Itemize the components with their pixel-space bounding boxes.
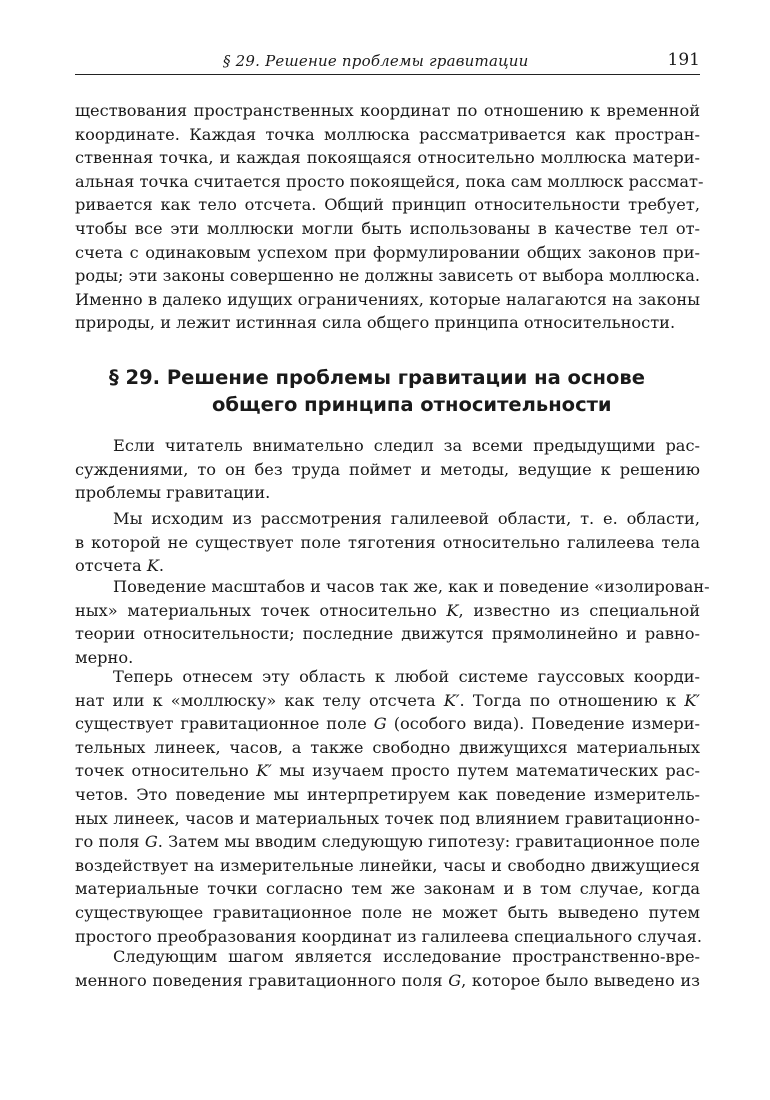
text-line: природы, и лежит истинная сила общего принципа относительности.: [75, 313, 676, 333]
text-line: материальные точки согласно тем же законам и в том случае, когда: [75, 879, 700, 899]
text-fragment: (особого вида). Поведение измери-: [386, 714, 700, 734]
text-line: [75, 599, 700, 623]
text-line: проблемы гравитации.: [75, 483, 271, 503]
text-line: роды; эти законы совершенно не должны зависеть от выбора моллюска.: [75, 266, 700, 286]
text-line: [75, 712, 700, 736]
text-line: [75, 759, 700, 783]
text-fragment: , которое было выведено из: [461, 970, 700, 990]
text-line: суждениями, то он без труда поймет и методы, ведущие к решению: [75, 459, 700, 479]
text-line: тельных линеек, часов, а также свободно движущихся материальных: [75, 737, 700, 757]
text-line: ственная точка, и каждая покоящаяся относительно моллюска матери-: [75, 148, 700, 168]
symbol-g: G: [448, 970, 462, 990]
symbol-k-prime: K′: [443, 690, 460, 710]
text-fragment: точек относительно: [75, 761, 249, 781]
text-fragment: менного поведения гравитационного поля: [75, 970, 443, 990]
page-number: 191: [667, 50, 700, 70]
symbol-g: G: [144, 832, 158, 852]
text-line: четов. Это поведение мы интерпретируем как поведение измеритель-: [75, 784, 700, 804]
symbol-k: K: [446, 600, 459, 620]
symbol-k-prime: K′: [256, 761, 272, 781]
symbol-k: K: [146, 556, 159, 576]
text-line: ных линеек, часов и материальных точек под влиянием гравитационно-: [75, 808, 700, 828]
text-fragment: нат или к «моллюску» как телу отсчета: [75, 690, 436, 710]
text-line: Именно в далеко идущих ограничениях, которые налагаются на законы: [75, 289, 700, 309]
text-fragment: существует гравитационное поле: [75, 714, 367, 734]
section-heading-line1: § 29. Решение проблемы гравитации на основе: [109, 366, 645, 389]
text-line: счета с одинаковым успехом при формулировании общих законов при-: [75, 242, 700, 262]
text-line: [75, 689, 700, 713]
text-line: простого преобразования координат из галилеева специального случая.: [75, 926, 703, 946]
text-line: Мы исходим из рассмотрения галилеевой области, т. е. области,: [113, 509, 700, 528]
paragraph-4: [75, 665, 703, 948]
text-fragment: . Затем мы вводим следующую гипотезу: гравитационное поле: [157, 832, 700, 852]
text-line: Поведение масштабов и часов так же, как и поведение «изолирован-: [113, 577, 710, 596]
text-line: мерно.: [75, 647, 134, 667]
text-line: чтобы все эти моллюски могли быть использованы в качестве тел от-: [75, 218, 700, 238]
text-line: координате. Каждая точка моллюска рассматривается как простран-: [75, 124, 700, 144]
paragraph-2: [75, 507, 700, 578]
symbol-k-prime: K′: [684, 690, 700, 710]
symbol-g: G: [373, 714, 387, 734]
text-fragment: , известно из специальной: [458, 600, 700, 620]
text-line: альная точка считается просто покоящейся, пока сам моллюск рассмат-: [75, 171, 704, 191]
text-line: в которой не существует поле тяготения относительно галилеева тела: [75, 532, 700, 552]
text-fragment: . Тогда по отношению к: [459, 690, 677, 710]
text-fragment: го поля: [75, 832, 140, 852]
text-line: [75, 969, 700, 993]
text-line: [75, 830, 700, 854]
paragraph-1: [75, 434, 700, 505]
text-fragment: отсчета: [75, 556, 142, 576]
text-line: воздействует на измерительные линейки, часы и свободно движущиеся: [75, 855, 700, 875]
intro-paragraph: [75, 99, 704, 335]
running-head-title: § 29. Решение проблемы гравитации: [223, 52, 529, 70]
running-head: [75, 50, 700, 75]
text-line: Следующим шагом является исследование пространственно-вре-: [113, 947, 700, 966]
paragraph-3: [75, 575, 710, 669]
text-line: теории относительности; последние движутся прямолинейно и равно-: [75, 624, 700, 644]
text-fragment: ных» материальных точек относительно: [75, 600, 437, 620]
section-heading: [75, 364, 700, 418]
text-line: ривается как тело отсчета. Общий принцип относительности требует,: [75, 195, 700, 215]
text-line: ществования пространственных координат по отношению к временной: [75, 101, 700, 120]
section-heading-line2: общего принципа относительности: [212, 393, 612, 416]
paragraph-5: [75, 945, 700, 992]
text-line: существующее гравитационное поле не может быть выведено путем: [75, 902, 700, 922]
text-line: Если читатель внимательно следил за всеми предыдущими рас-: [113, 436, 700, 455]
text-line: отсчета K.: [75, 556, 165, 576]
text-fragment: мы изучаем просто путем математических рас-: [271, 761, 700, 781]
text-line: Теперь отнесем эту область к любой системе гауссовых коорди-: [113, 667, 700, 686]
